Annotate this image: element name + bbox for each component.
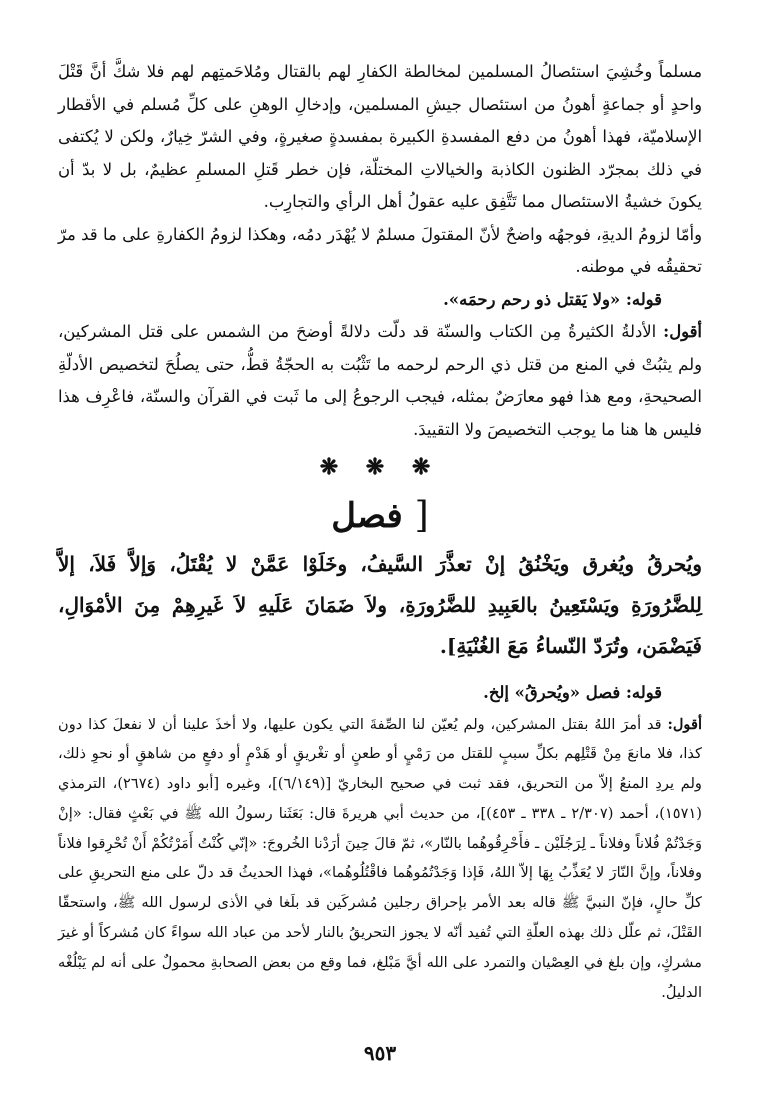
chapter-heading — [58, 494, 702, 538]
paragraph-commentary-kin — [58, 316, 702, 446]
aqulu-label-2: أقول: — [667, 715, 702, 733]
section-ornament: ❋ ❋ ❋ — [319, 454, 441, 480]
paragraph-commentary-burning — [58, 710, 702, 1008]
page-number: ٩٥٣ — [363, 1041, 397, 1065]
paragraph-commentary-kin-text: الأدلةُ الكثيرةُ مِن الكتاب والسنّة قد دلّت دلالةً أوضحَ من الشمس على قتل المشركين، ولم يثبُتْ في المنع من قتل ذي الرحم لرحمه ما تَثْبُت به الحجّةُ قطُّ، حتى يصلُحَ لتخصيص الأدلّةِ الصحيحةِ، ومع هذا فهو معارَضٌ بمثله، فيجب الرجوعُ إلى ما ثَبت في القرآن والسنّة، فاعْرِف هذا فليس ها هنا ما يوجب التخصيصَ ولا التقييدَ. — [58, 322, 702, 439]
heading-open-bracket: [ — [414, 495, 429, 536]
aqulu-label: أقول: — [663, 322, 702, 341]
quote-fasl-burning: قوله: فصل «ويُحرقُ» إلخ. — [483, 683, 662, 702]
matn-text: ويُحرقُ ويُغرق ويَخْنُقُ إنْ تعذَّرَ السَّيفُ، وخَلَوْا عَمَّنْ لا يُقْتَلُ، وَإلاَّ فَلاَ، إلاَّ لِلضَّرُورَةِ ويَسْتَعِينُ بالعَبِيدِ للضَّرُورَةِ، ولاَ ضَمَانَ عَلَيهِ لاَ غَيرِهِمْ مِنَ الأمْوَالِ، فَيَضْمَن، وتُرَدّ النّساءُ مَعَ الغُنْيَةِ]. — [58, 552, 702, 658]
heading-text: فصل — [331, 496, 403, 536]
quote-no-kin-killing: قوله: «ولا يَقتل ذو رحم رحمَه». — [443, 289, 662, 309]
chapter-heading-title — [321, 494, 438, 538]
paragraph-continuation: مسلماً وخُشِيَ استئصالُ المسلمين لمخالطة الكفارِ لهم بالقتال ومُلاحَمتِهم لهم فلا شكَّ أنَّ قَتْلَ واحدٍ أو جماعةٍ أهونُ من استئصال جيشِ المسلمين، وإدخالِ الوهنِ على كلِّ مُسلم في الأقطار الإسلاميّة، فهذا أهونُ من دفع المفسدةِ الكبيرة بمفسدةٍ صغيرةٍ، وفي الشرّ خِيارٌ، ولكن لا يُكتفى في ذلك بمجرّد الظنون الكاذبة والخيالاتِ المختلّة، فإن خطر قَتلِ المسلمِ عظيمٌ، بل لا بدّ أن يكونَ خشيةُ الاستئصال مما تَتَّفِق عليه عقولُ أهل الرأي والتجارِب. — [58, 62, 702, 211]
paragraph-diyah: وأمّا لزومُ الديةِ، فوجهُه واضحٌ لأنّ المقتولَ مسلمٌ لا يُهْدَر دمُه، وهكذا لزومُ الكفارةِ على ما قد مرّ تحقيقُه في موطنه. — [58, 224, 702, 276]
paragraph-commentary-burning-text: قد أمرَ اللهُ بقتل المشركين، ولم يُعيّن لنا الصِّفةَ التي يكون عليها، ولا أخذَ علينا أن لا نفعلَ كذا دون كذا، فلا مانعَ مِنْ قَتْلِهم بكلِّ سببٍ للقتل من رَمْيٍ أو طعنٍ أو تغْريقٍ أو هَدْمٍ أو دفعٍ من شاهقٍ أو نحوِ ذلك، ولم يردِ المنعُ إلاّ من التحريق، فقد ثبت في صحيح البخاريّ [(٦/١٤٩)]، وغيره [أبو داود (٢٦٧٤)، الترمذي (١٥٧١)، أحمد (٢/٣٠٧ ـ ٣٣٨ ـ ٤٥٣)]، من حديث أبي هريرةَ قال: بَعَثَنا رسولُ الله ﷺ في بَعْثٍ فقال: «إنْ وَجَدْتُمْ فُلاناً وفلاناً ـ لِرَجُلَيْن ـ فأَحْرِقُوهُما بالنّار»، ثمّ قالَ حِينَ أرَدْنا الخُروجَ: «إنّي كُنْتُ أَمَرْتُكُمْ أَنْ تُحْرِقوا فلاناً وفلاناً، وإنَّ النّارَ لا يُعَذِّبُ بِهَا إلاّ اللهُ، فَإذا وَجَدْتُمُوهُما فاقْتُلُوهُما»، فهذا الحديثُ قد دلّ على منع التحريقِ على كلِّ حالٍ، فإنّ النبيَّ ﷺ قاله بعد الأمر بإحراق رجلين مُشركَين قد بلَغا في الأذى لرسول الله ﷺ، واستحقّا القَتْلَ، ثم علّل ذلك بهذه العلّةِ التي تُفيد أنّه لا يجوز التحريقُ بالنار لأحد من عباد الله سواءً كان مُشركاً أو غيرَ مشركٍ، وإن بلغ في العِصْيان والتمرد على الله أيَّ مَبْلغ، فما وقع من بعض الصحابةِ محمولٌ على أنه لم يَبْلُغْه الدليلُ. — [58, 715, 702, 1001]
spacer — [58, 667, 702, 677]
